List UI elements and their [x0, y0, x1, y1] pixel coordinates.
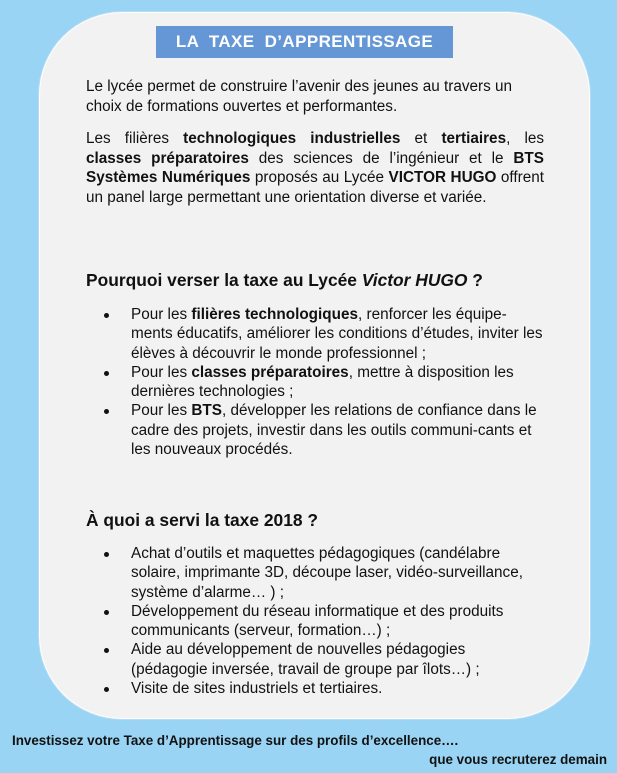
item-text: , mettre à disposition les dernières technologies ; [131, 363, 514, 401]
heading-italic: Victor HUGO [361, 270, 468, 290]
why-list [104, 305, 544, 459]
item-text: Aide au développement de nouvelles pédagogies (pédagogie inversée, travail de groupe par îlots…) ; [131, 641, 480, 678]
bullet-icon [104, 371, 109, 376]
section-heading-why [86, 270, 483, 291]
item-bold: BTS [191, 402, 222, 420]
intro-bold: technologiques industrielles [183, 130, 401, 147]
bullet-icon [104, 313, 109, 318]
bullet-icon [104, 648, 109, 653]
item-text: , développer les relations de confiance dans le cadre des projets, investir dans les outils communi-cants et les nouveaux procédés. [131, 402, 537, 459]
intro-paragraph-2 [86, 129, 544, 207]
intro-text: proposés au Lycée [250, 169, 389, 186]
intro-bold: tertiaires [441, 130, 507, 147]
intro-bold: VICTOR HUGO [388, 169, 497, 186]
intro-text: , les [506, 130, 545, 147]
intro-bold: classes préparatoires [86, 149, 249, 167]
section-heading-uses: À quoi a servi la taxe 2018 ? [86, 510, 318, 530]
list-item [104, 363, 544, 402]
item-bold: classes préparatoires [191, 363, 349, 381]
intro-text: des sciences de l’ingénieur et le [248, 149, 514, 167]
page-title-banner [156, 26, 453, 58]
intro-text: offrent un panel large permettant une orientation diverse et variée. [86, 169, 545, 206]
intro-paragraph-1: Le lycée permet de construire l’avenir des jeunes au travers un choix de formations ouvertes et performantes. [86, 78, 512, 115]
bullet-icon [104, 409, 109, 414]
bullet-icon [104, 687, 109, 692]
list-item [104, 544, 544, 602]
item-text: Pour les [131, 306, 192, 323]
list-item [104, 640, 544, 679]
item-text: , renforcer les équipe-ments éducatifs, améliorer les conditions d’études, inviter les élèves à découvrir le monde professionnel ; [131, 306, 543, 362]
item-text: Développement du réseau informatique et des produits communicants (serveur, formation…) ; [131, 602, 504, 640]
intro-text: Les filières [86, 130, 184, 147]
item-text: Achat d’outils et maquettes pédagogiques (candélabre solaire, imprimante 3D, découpe laser, vidéo-surveillance, système d’alarme… ) ; [131, 545, 523, 601]
item-text: Visite de sites industriels et tertiaires. [131, 680, 383, 698]
bullet-icon [104, 552, 109, 557]
list-item [104, 602, 544, 641]
item-text: Pour les [131, 363, 192, 381]
footer-tagline: Investissez votre Taxe d’Apprentissage sur des profils d’excellence…. [12, 733, 459, 748]
uses-list [104, 544, 544, 698]
bullet-icon [104, 610, 109, 615]
intro-text: et [400, 130, 442, 147]
heading-text: Pourquoi verser la taxe au Lycée [86, 270, 362, 290]
item-bold: filières technologiques [191, 306, 358, 323]
page-title: LA TAXE D’APPRENTISSAGE [175, 32, 434, 51]
heading-text: ? [467, 270, 483, 290]
list-item [104, 401, 544, 459]
footer-tagline-end: que vous recruterez demain [429, 752, 607, 767]
intro-bold: BTS Systèmes Numériques [86, 149, 544, 186]
item-text: Pour les [131, 402, 192, 420]
list-item [104, 305, 544, 363]
list-item [104, 679, 544, 698]
